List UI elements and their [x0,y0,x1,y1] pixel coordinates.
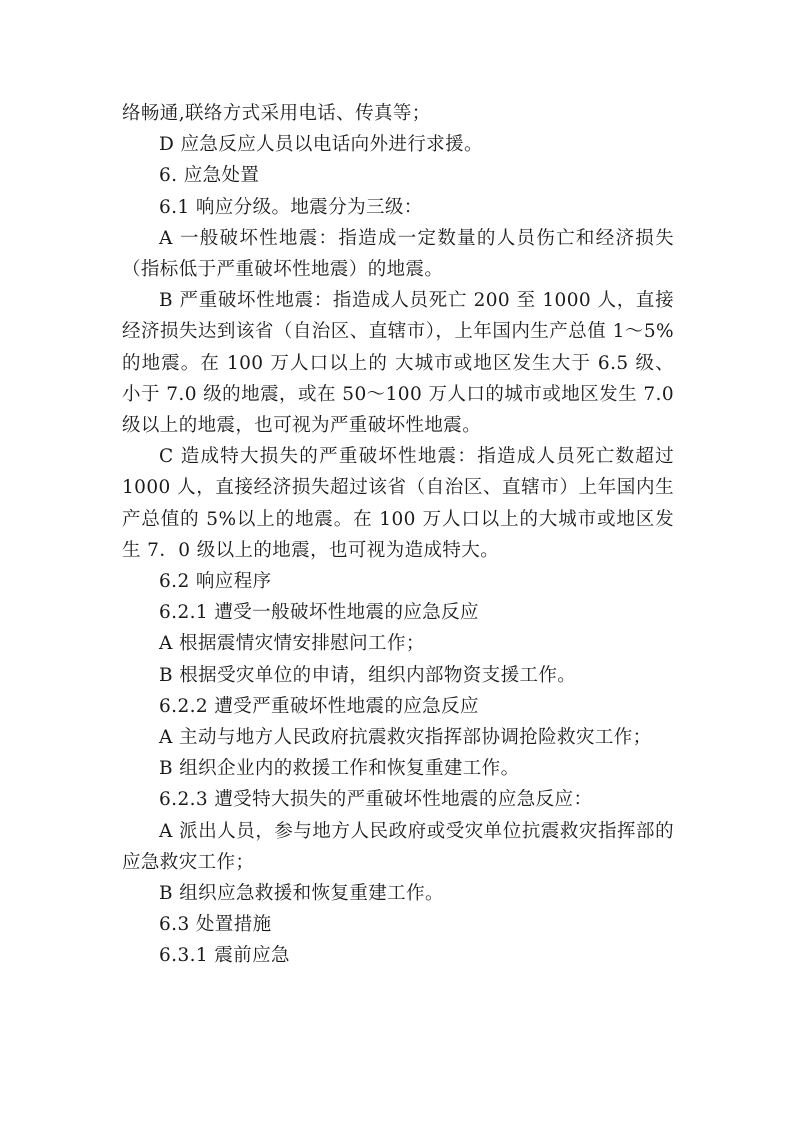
list-item: A 主动与地方人民政府抗震救灾指挥部协调抢险救灾工作； [159,727,652,749]
paragraph-level-a: A 一般破坏性地震：指造成一定数量的人员伤亡和经济损失（指标低于严重破坏性地震）的地震。 [122,227,674,281]
paragraph-item-d-rescue: D 应急反应人员以电话向外进行求援。 [159,134,483,156]
list-item: B 组织企业内的救援工作和恢复重建工作。 [159,758,520,780]
subsection-heading-catastrophic-quake: 6.2.3 遭受特大损失的严重破坏性地震的应急反应： [159,789,593,811]
subsection-heading-response-procedure: 6.2 响应程序 [159,571,272,593]
section-heading-emergency-disposal: 6. 应急处置 [159,165,260,187]
list-item: B 组织应急救援和恢复重建工作。 [159,883,444,905]
subsection-heading-severe-quake: 6.2.2 遭受严重破坏性地震的应急反应 [159,695,479,717]
paragraph-level-c: C 造成特大损失的严重破坏性地震：指造成人员死亡数超过 1000 人，直接经济损失超过该省（自治区、直辖市）上年国内生产总值的 5%以上的地震。在 100 万人口以上的大城市或地区发生 7．0 级以上的地震，也可视为造成特大。 [122,446,674,561]
subsection-heading-disposal-measures: 6.3 处置措施 [159,914,272,936]
list-item: B 根据受灾单位的申请，组织内部物资支援工作。 [159,664,577,686]
subsection-heading-pre-quake: 6.3.1 震前应急 [159,945,290,967]
paragraph-continuation: 络畅通,联络方式采用电话、传真等； [122,103,431,124]
list-item: A 根据震情灾情安排慰问工作； [159,633,425,655]
document-body [122,98,674,972]
subsection-heading-general-quake: 6.2.1 遭受一般破坏性地震的应急反应 [159,602,479,624]
subsection-heading-response-levels: 6.1 响应分级。地震分为三级： [159,196,423,218]
list-item: A 派出人员，参与地方人民政府或受灾单位抗震救灾指挥部的应急救灾工作； [122,820,674,873]
paragraph-level-b: B 严重破坏性地震：指造成人员死亡 200 至 1000 人，直接经济损失达到该省（自治区、直辖市），上年国内生产总值 1～5%的地震。在 100 万人口以上的 大城市或地区发生大于 6.5 级、小于 7.0 级的地震，或在 50～100 万人口的城市或地区发生 7.0 级以上的地震，也可视为严重破坏性地震。 [122,290,674,437]
